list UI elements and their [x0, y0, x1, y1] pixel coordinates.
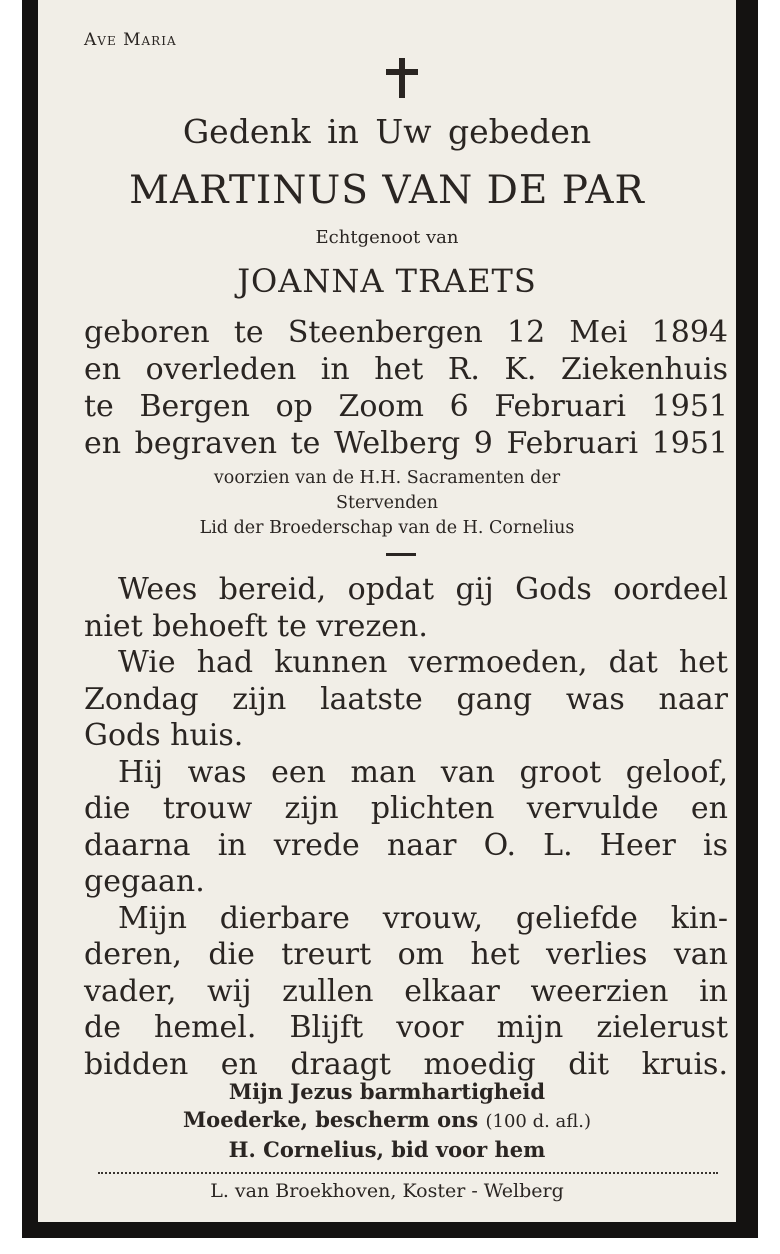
bio-line: en overleden in het R. K. Ziekenhuis	[84, 352, 728, 387]
prayer-line	[38, 1106, 736, 1136]
bio-block	[84, 314, 728, 462]
poem-line: deren, die treurt om het verlies van	[84, 937, 728, 972]
poem-line: gegaan.	[84, 864, 205, 899]
bio-line: geboren te Steenbergen 12 Mei 1894	[84, 315, 728, 350]
dotted-separator	[98, 1172, 718, 1174]
deceased-name: MARTINUS VAN DE PAR	[129, 168, 645, 213]
ave-maria-heading: Ave Maria	[84, 30, 177, 50]
bio-line: te Bergen op Zoom 6 Februari 1951	[84, 389, 728, 424]
card-paper	[38, 0, 736, 1222]
prayer-line-text: Moederke, bescherm ons	[182, 1107, 479, 1132]
sacraments-block	[38, 466, 736, 541]
sacraments-line: Stervenden	[335, 493, 439, 513]
intro-text: Gedenk in Uw gebeden	[182, 112, 592, 151]
spouse-name: JOANNA TRAETS	[237, 262, 537, 300]
poem-line: Gods huis.	[84, 718, 244, 753]
memorial-card	[22, 0, 758, 1238]
poem-block	[84, 572, 728, 1083]
poem-line: Wie had kunnen vermoeden, dat het	[118, 645, 728, 680]
poem-line: Hij was een man van groot geloof,	[118, 754, 728, 790]
prayer-line: Mijn Jezus barmhartigheid	[228, 1079, 546, 1104]
bio-line: en begraven te Welberg 9 Februari 1951	[84, 426, 728, 461]
prayers-block	[38, 1078, 736, 1164]
poem-line: Zondag zijn laatste gang was naar	[84, 681, 728, 717]
poem-line: de hemel. Blijft voor mijn zielerust	[84, 1010, 728, 1045]
brotherhood-line: Lid der Broederschap van de H. Cornelius	[199, 518, 575, 538]
poem-line: vader, wij zullen elkaar weerzien in	[84, 973, 728, 1009]
sacraments-line: voorzien van de H.H. Sacramenten der	[213, 468, 561, 488]
poem-line: daarna in vrede naar O. L. Heer is	[84, 827, 728, 863]
divider	[386, 553, 416, 556]
poem-line: bidden en draagt moedig dit kruis.	[84, 1046, 728, 1082]
poem-line: Mijn dierbare vrouw, geliefde kin-	[118, 900, 728, 936]
prayer-line: H. Cornelius, bid voor hem	[228, 1137, 546, 1162]
relation-text: Echtgenoot van	[315, 227, 459, 248]
indulgence-note: (100 d. afl.)	[485, 1111, 592, 1132]
poem-line: niet behoeft te vrezen.	[84, 608, 428, 644]
poem-line: die trouw zijn plichten vervulde en	[84, 791, 728, 826]
poem-line: Wees bereid, opdat gij Gods oordeel	[118, 572, 728, 607]
printer-footer: L. van Broekhoven, Koster - Welberg	[210, 1180, 564, 1202]
cross-icon	[386, 58, 418, 98]
